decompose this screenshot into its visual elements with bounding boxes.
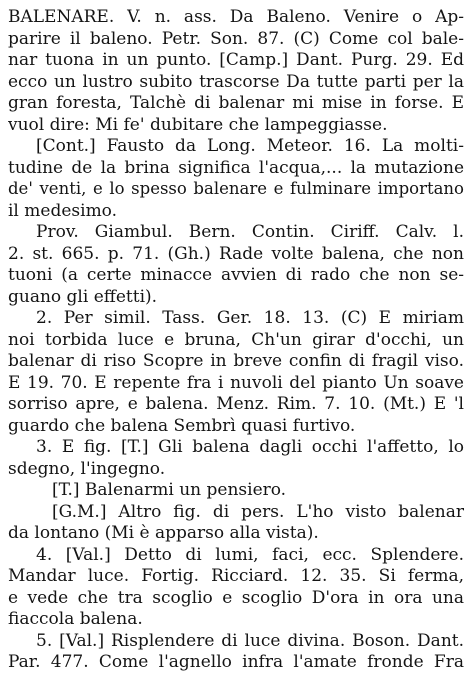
entry-line: Par. 477. Come l'agnello infra l'amate fronde Fra: [8, 652, 464, 672]
entry-line: tudine de la brina significa l'acqua,... la mutazione: [8, 157, 464, 178]
entry-line: BALENARE. V. n. ass. Da Baleno. Venire o Ap-: [8, 7, 464, 27]
entry-line: e vede che tra scoglio e scoglio D'ora in ora una: [8, 587, 464, 608]
entry-line: il medesimo.: [8, 200, 118, 221]
entry-line: sorriso apre, e balena. Menz. Rim. 7. 10. (Mt.) E 'l: [8, 394, 464, 414]
entry-line: 3. E fig. [T.] Gli balena dagli occhi l'affetto, lo: [36, 437, 464, 457]
entry-line: tuoni (a certe minacce avvien di rado che non se-: [8, 265, 464, 285]
entry-line: balenar di riso Scopre in breve confin di fragil viso.: [8, 351, 464, 371]
entry-line: vuol dire: Mi fe' dubitare che lampeggiasse.: [8, 114, 388, 135]
entry-line: fiaccola balena.: [8, 609, 143, 629]
entry-line: [T.] Balenarmi un pensiero.: [52, 480, 287, 500]
entry-line: 5. [Val.] Risplendere di luce divina. Boson. Dant.: [36, 630, 464, 651]
entry-line: 2. st. 665. p. 71. (Gh.) Rade volte balena, che non: [8, 243, 464, 264]
entry-line: noi torbida luce e bruna, Ch'un girar d'occhi, un: [8, 329, 464, 350]
entry-line: Mandar luce. Fortig. Ricciard. 12. 35. Si ferma,: [8, 566, 464, 586]
entry-line: E 19. 70. E repente fra i nuvoli del pianto Un soave: [8, 372, 464, 393]
entry-line: Prov. Giambul. Bern. Contin. Ciriff. Calv. l.: [36, 222, 464, 242]
entry-line: ecco un lustro subito trascorse Da tutte parti per la: [8, 71, 464, 92]
entry-line: 2. Per simil. Tass. Ger. 18. 13. (C) E miriam: [36, 308, 464, 328]
entry-line: nar tuona in un punto. [Camp.] Dant. Purg. 29. Ed: [8, 50, 464, 70]
entry-line: guardo che balena Sembrì quasi furtivo.: [8, 415, 356, 436]
entry-line: [G.M.] Altro fig. di pers. L'ho visto balenar: [52, 501, 464, 522]
entry-line: 4. [Val.] Detto di lumi, faci, ecc. Splendere.: [36, 544, 464, 565]
entry-line: da lontano (Mi è apparso alla vista).: [8, 523, 319, 543]
entry-line: de' venti, e lo spesso balenare e fulminare importano: [8, 179, 464, 198]
entry-line: [Cont.] Fausto da Long. Meteor. 16. La molti-: [36, 136, 464, 156]
entry-line: sdegno, l'ingegno.: [8, 458, 166, 479]
entry-line: parire il baleno. Petr. Son. 87. (C) Come col bale-: [8, 28, 464, 49]
entry-line: guano gli effetti).: [8, 286, 158, 307]
entry-line: gran foresta, Talchè di balenar mi mise in forse. E: [8, 93, 464, 113]
